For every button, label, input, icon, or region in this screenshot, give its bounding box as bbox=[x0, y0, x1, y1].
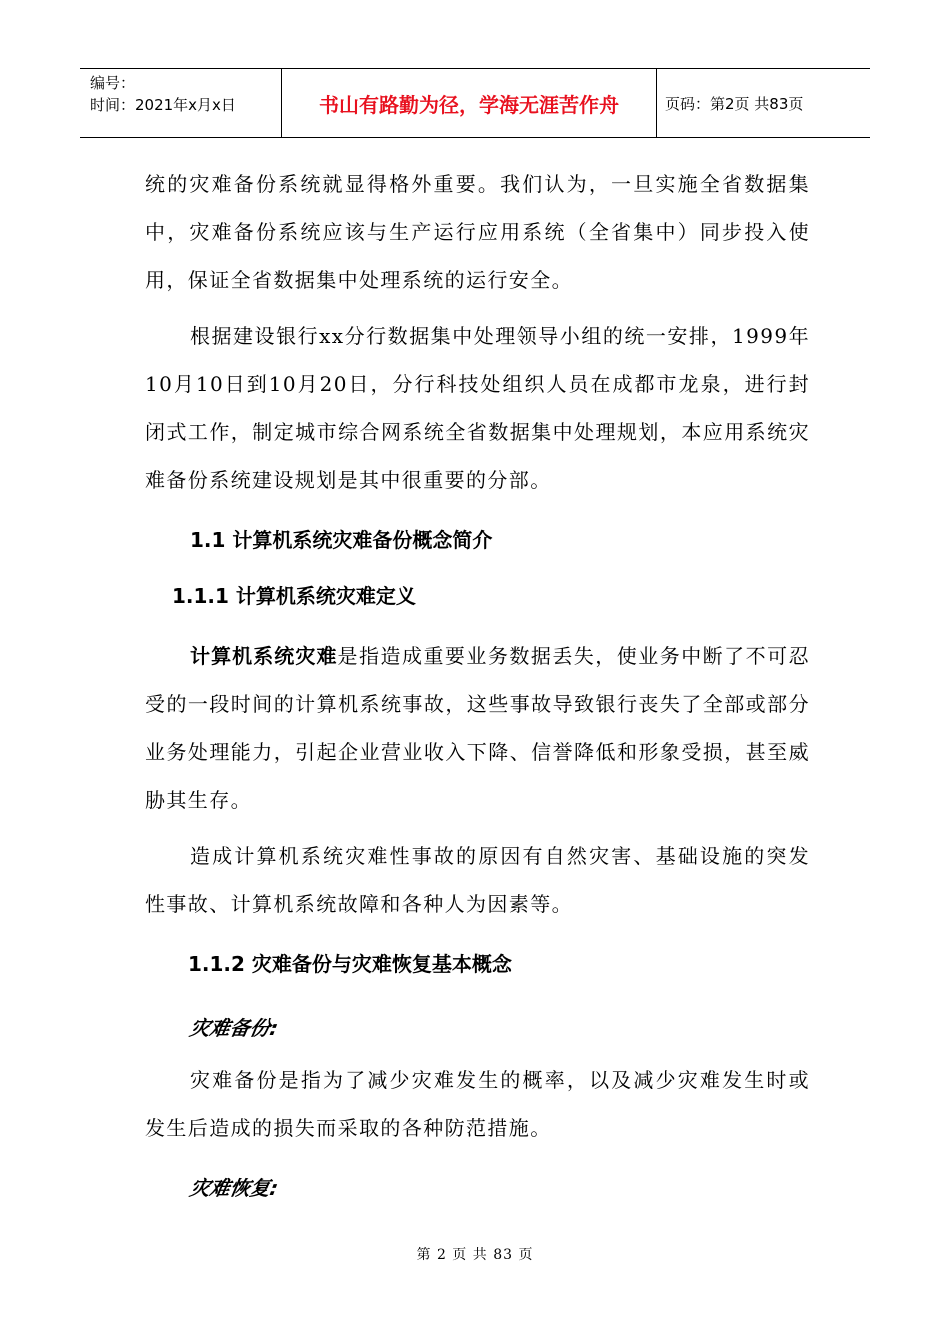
body-paragraph: 统的灾难备份系统就显得格外重要。我们认为，一旦实施全省数据集中，灾难备份系统应该与生产运行应用系统（全省集中）同步投入使用，保证全省数据集中处理系统的运行安全。 bbox=[145, 172, 810, 292]
body-paragraph: 灾难备份是指为了减少灾难发生的概率，以及减少灾难发生时或发生后造成的损失而采取的各种防范措施。 bbox=[145, 1068, 810, 1140]
body-paragraph: 根据建设银行xx分行数据集中处理领导小组的统一安排，1999年10月10日到10月20日，分行科技处组织人员在成都市龙泉，进行封闭式工作，制定城市综合网系统全省数据集中处理规划，本应用系统灾难备份系统建设规划是其中很重要的分部。 bbox=[145, 324, 810, 492]
header-left-cell bbox=[80, 69, 280, 137]
body-paragraph bbox=[145, 632, 810, 824]
bold-term: 计算机系统灾难 bbox=[190, 644, 338, 668]
header-page-info: 页码：第2页 共83页 bbox=[665, 94, 804, 113]
section-heading-1-1: 1.1 计算机系统灾难备份概念简介 bbox=[190, 528, 493, 552]
page-footer: 第 2 页 共 83 页 bbox=[416, 1247, 534, 1263]
term-heading-recovery: 灾难恢复: bbox=[187, 1176, 281, 1200]
body-paragraph: 造成计算机系统灾难性事故的原因有自然灾害、基础设施的突发性事故、计算机系统故障和各种人为因素等。 bbox=[145, 844, 810, 916]
term-heading-backup: 灾难备份: bbox=[187, 1016, 281, 1040]
page-header bbox=[80, 68, 870, 138]
section-heading-1-1-1: 1.1.1 计算机系统灾难定义 bbox=[172, 584, 416, 608]
paragraph-text: 是指造成重要业务数据丢失，使业务中断了不可忍受的一段时间的计算机系统事故，这些事故导致银行丧失了全部或部分业务处理能力，引起企业营业收入下降、信誉降低和形象受损，甚至威胁其生存。 bbox=[145, 644, 810, 812]
document-body bbox=[145, 160, 810, 1216]
section-heading-1-1-2: 1.1.2 灾难备份与灾难恢复基本概念 bbox=[188, 952, 512, 976]
document-number-label: 编号： bbox=[90, 74, 136, 92]
document-date-label: 时间：2021年x月x日 bbox=[90, 96, 236, 114]
header-motto: 书山有路勤为径，学海无涯苦作舟 bbox=[281, 69, 657, 137]
